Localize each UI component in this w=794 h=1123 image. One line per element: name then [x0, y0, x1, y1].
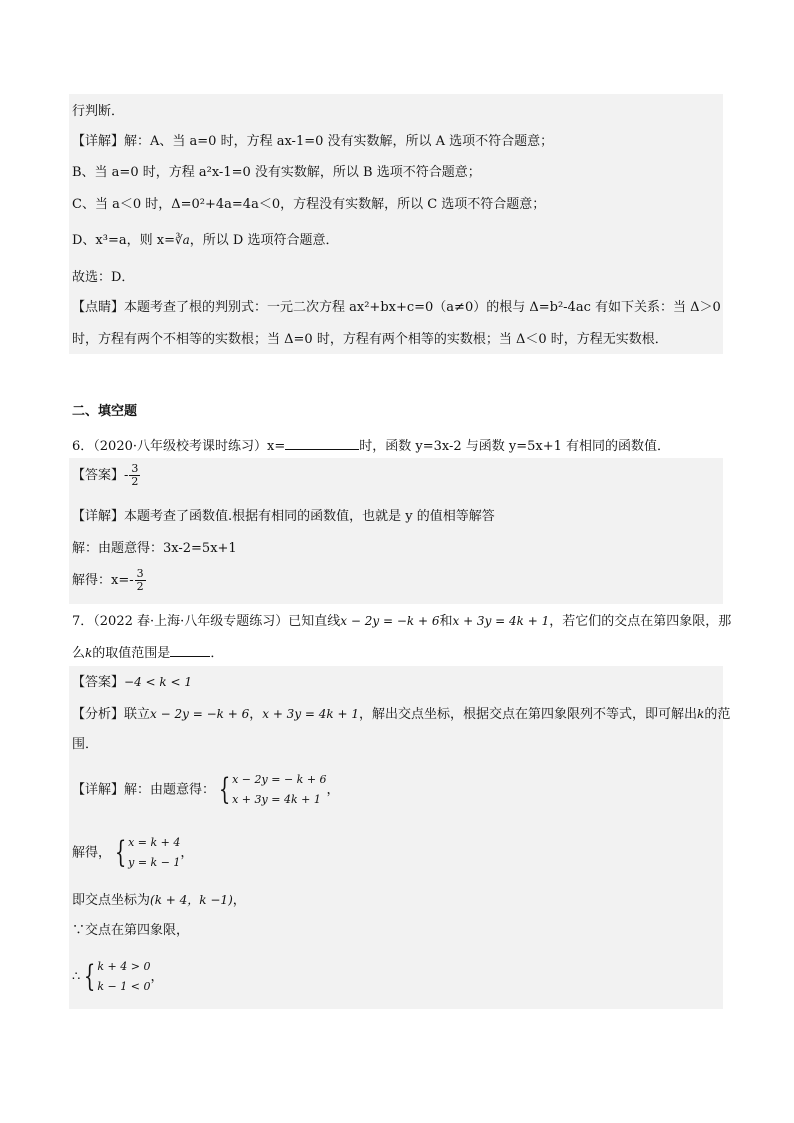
solve-end: ，: [180, 845, 194, 861]
system-row: k − 1 < 0: [97, 980, 151, 993]
solution-system: [111, 833, 180, 873]
q7-stem2-pre: 么: [72, 646, 86, 661]
analysis-mid: ，解出交点坐标，根据交点在第四象限列不等式，即可解出: [359, 707, 698, 722]
fraction-denominator: 2: [131, 475, 139, 488]
sol5-line3: B、当 a=0 时，方程 a²x-1=0 没有实数解，所以 B 选项不符合题意；: [72, 165, 481, 180]
q7-point: [72, 891, 246, 910]
q6-step2-pre: 解得：x=-: [72, 573, 134, 588]
line-equation-b: x + 3y = 4k + 1: [452, 614, 550, 628]
left-brace: {: [114, 835, 127, 870]
q7-stem-pre: 7．（2022 春·上海·八年级专题练习）已知直线: [72, 614, 341, 629]
system-row: x + 3y = 4k + 1: [232, 793, 321, 806]
q6-stem-post: 时，函数 y=3x-2 与函数 y=5x+1 有相同的函数值．: [359, 439, 671, 454]
system-row: k + 4 > 0: [97, 960, 151, 973]
analysis-post: 的范: [704, 707, 731, 722]
left-brace: {: [218, 772, 231, 807]
q7-analysis-line2: 围．: [72, 737, 99, 752]
point-end: ，: [232, 893, 246, 908]
answer-blank: [285, 435, 359, 450]
equation-system: [215, 770, 327, 810]
detail-pre: 【详解】解：由题意得：: [72, 782, 216, 798]
q7-solve: [72, 833, 193, 873]
point-pre: 即交点坐标为: [72, 893, 151, 908]
fraction-numerator: 3: [131, 462, 139, 475]
line-equation-a: x − 2y = −k + 6: [340, 614, 440, 628]
sol5-line2: 【详解】解：A、当 a=0 时，方程 ax-1=0 没有实数解，所以 A 选项不符合题意；: [72, 134, 554, 149]
q7-because: ∵交点在第四象限，: [72, 923, 190, 938]
q6-detail: 【详解】本题考查了函数值.根据有相同的函数值，也就是 y 的值相等解答: [72, 509, 495, 524]
sol5-line5-pre: D、x³=a，则 x=: [72, 233, 175, 248]
q7-analysis: [72, 705, 730, 724]
q6-step1: 解：由题意得：3x-2=5x+1: [72, 541, 237, 556]
answer-label: 【答案】: [72, 468, 125, 483]
therefore-end: ，: [150, 969, 164, 985]
solution-block-q6: [69, 458, 723, 604]
q7-therefore: [72, 957, 163, 997]
point-coords: (k + 4，k −1): [150, 893, 233, 907]
answer-label: 【答案】: [72, 675, 125, 690]
sol5-line1: 行判断．: [72, 104, 125, 119]
analysis-sep: ，: [249, 707, 263, 722]
var-k: k: [85, 646, 93, 660]
section-title: 二、填空题: [72, 404, 138, 419]
fraction: [135, 568, 146, 593]
analysis-eq2: x + 3y = 4k + 1: [262, 707, 360, 721]
left-brace: {: [84, 959, 96, 994]
var-k: k: [697, 707, 705, 721]
sol5-line4: C、当 a＜0 时，Δ=0²+4a=4a＜0，方程没有实数解，所以 C 选项不符合题意；: [72, 197, 546, 212]
detail-end: ，: [326, 782, 340, 798]
system-row: x = k + 4: [128, 836, 181, 849]
q7-answer: [72, 673, 192, 692]
answer-blank: [170, 642, 210, 657]
analysis-pre: 【分析】联立: [72, 707, 151, 722]
q6-stem-pre: 6．（2020·八年级校考课时练习）x=: [72, 439, 286, 454]
q6-stem: [72, 435, 670, 456]
system-row: y = k − 1: [128, 856, 181, 869]
solve-pre: 解得，: [72, 845, 112, 861]
q7-and: 和: [439, 614, 453, 629]
q6-answer: [72, 463, 141, 488]
answer-sign: -: [124, 468, 129, 483]
q7-stem-post: ，若它们的交点在第四象限，那: [549, 614, 732, 629]
q7-stem2-post: 的取值范围是: [92, 646, 171, 661]
analysis-eq1: x − 2y = −k + 6: [150, 707, 250, 721]
sol5-line5: [72, 231, 338, 250]
q7-stem2-end: ．: [210, 646, 224, 661]
sol5-line7: 【点睛】本题考查了根的判别式：一元二次方程 ax²+bx+c=0（a≠0）的根与 Δ=b²-4ac 有如下关系：当 Δ＞0: [72, 300, 721, 315]
inequality-system: [80, 957, 150, 997]
cube-root: ∛a: [174, 233, 190, 247]
therefore-symbol: ∴: [72, 969, 81, 985]
fraction: [129, 463, 140, 488]
sol5-line5-post: ，所以 D 选项符合题意．: [189, 233, 339, 248]
fraction-numerator: 3: [136, 567, 144, 580]
answer-range: −4 < k < 1: [124, 675, 192, 689]
q7-stem-line1: [72, 612, 731, 631]
sol5-line8: 时，方程有两个不相等的实数根；当 Δ=0 时，方程有两个相等的实数根；当 Δ＜0 时，方程无实数根．: [72, 332, 668, 347]
q7-detail: [72, 770, 340, 810]
sol5-line6: 故选：D．: [72, 270, 135, 285]
system-row: x − 2y = − k + 6: [232, 773, 327, 786]
q7-stem-line2: [72, 642, 223, 663]
fraction-denominator: 2: [136, 580, 144, 593]
q6-step2: [72, 568, 147, 593]
